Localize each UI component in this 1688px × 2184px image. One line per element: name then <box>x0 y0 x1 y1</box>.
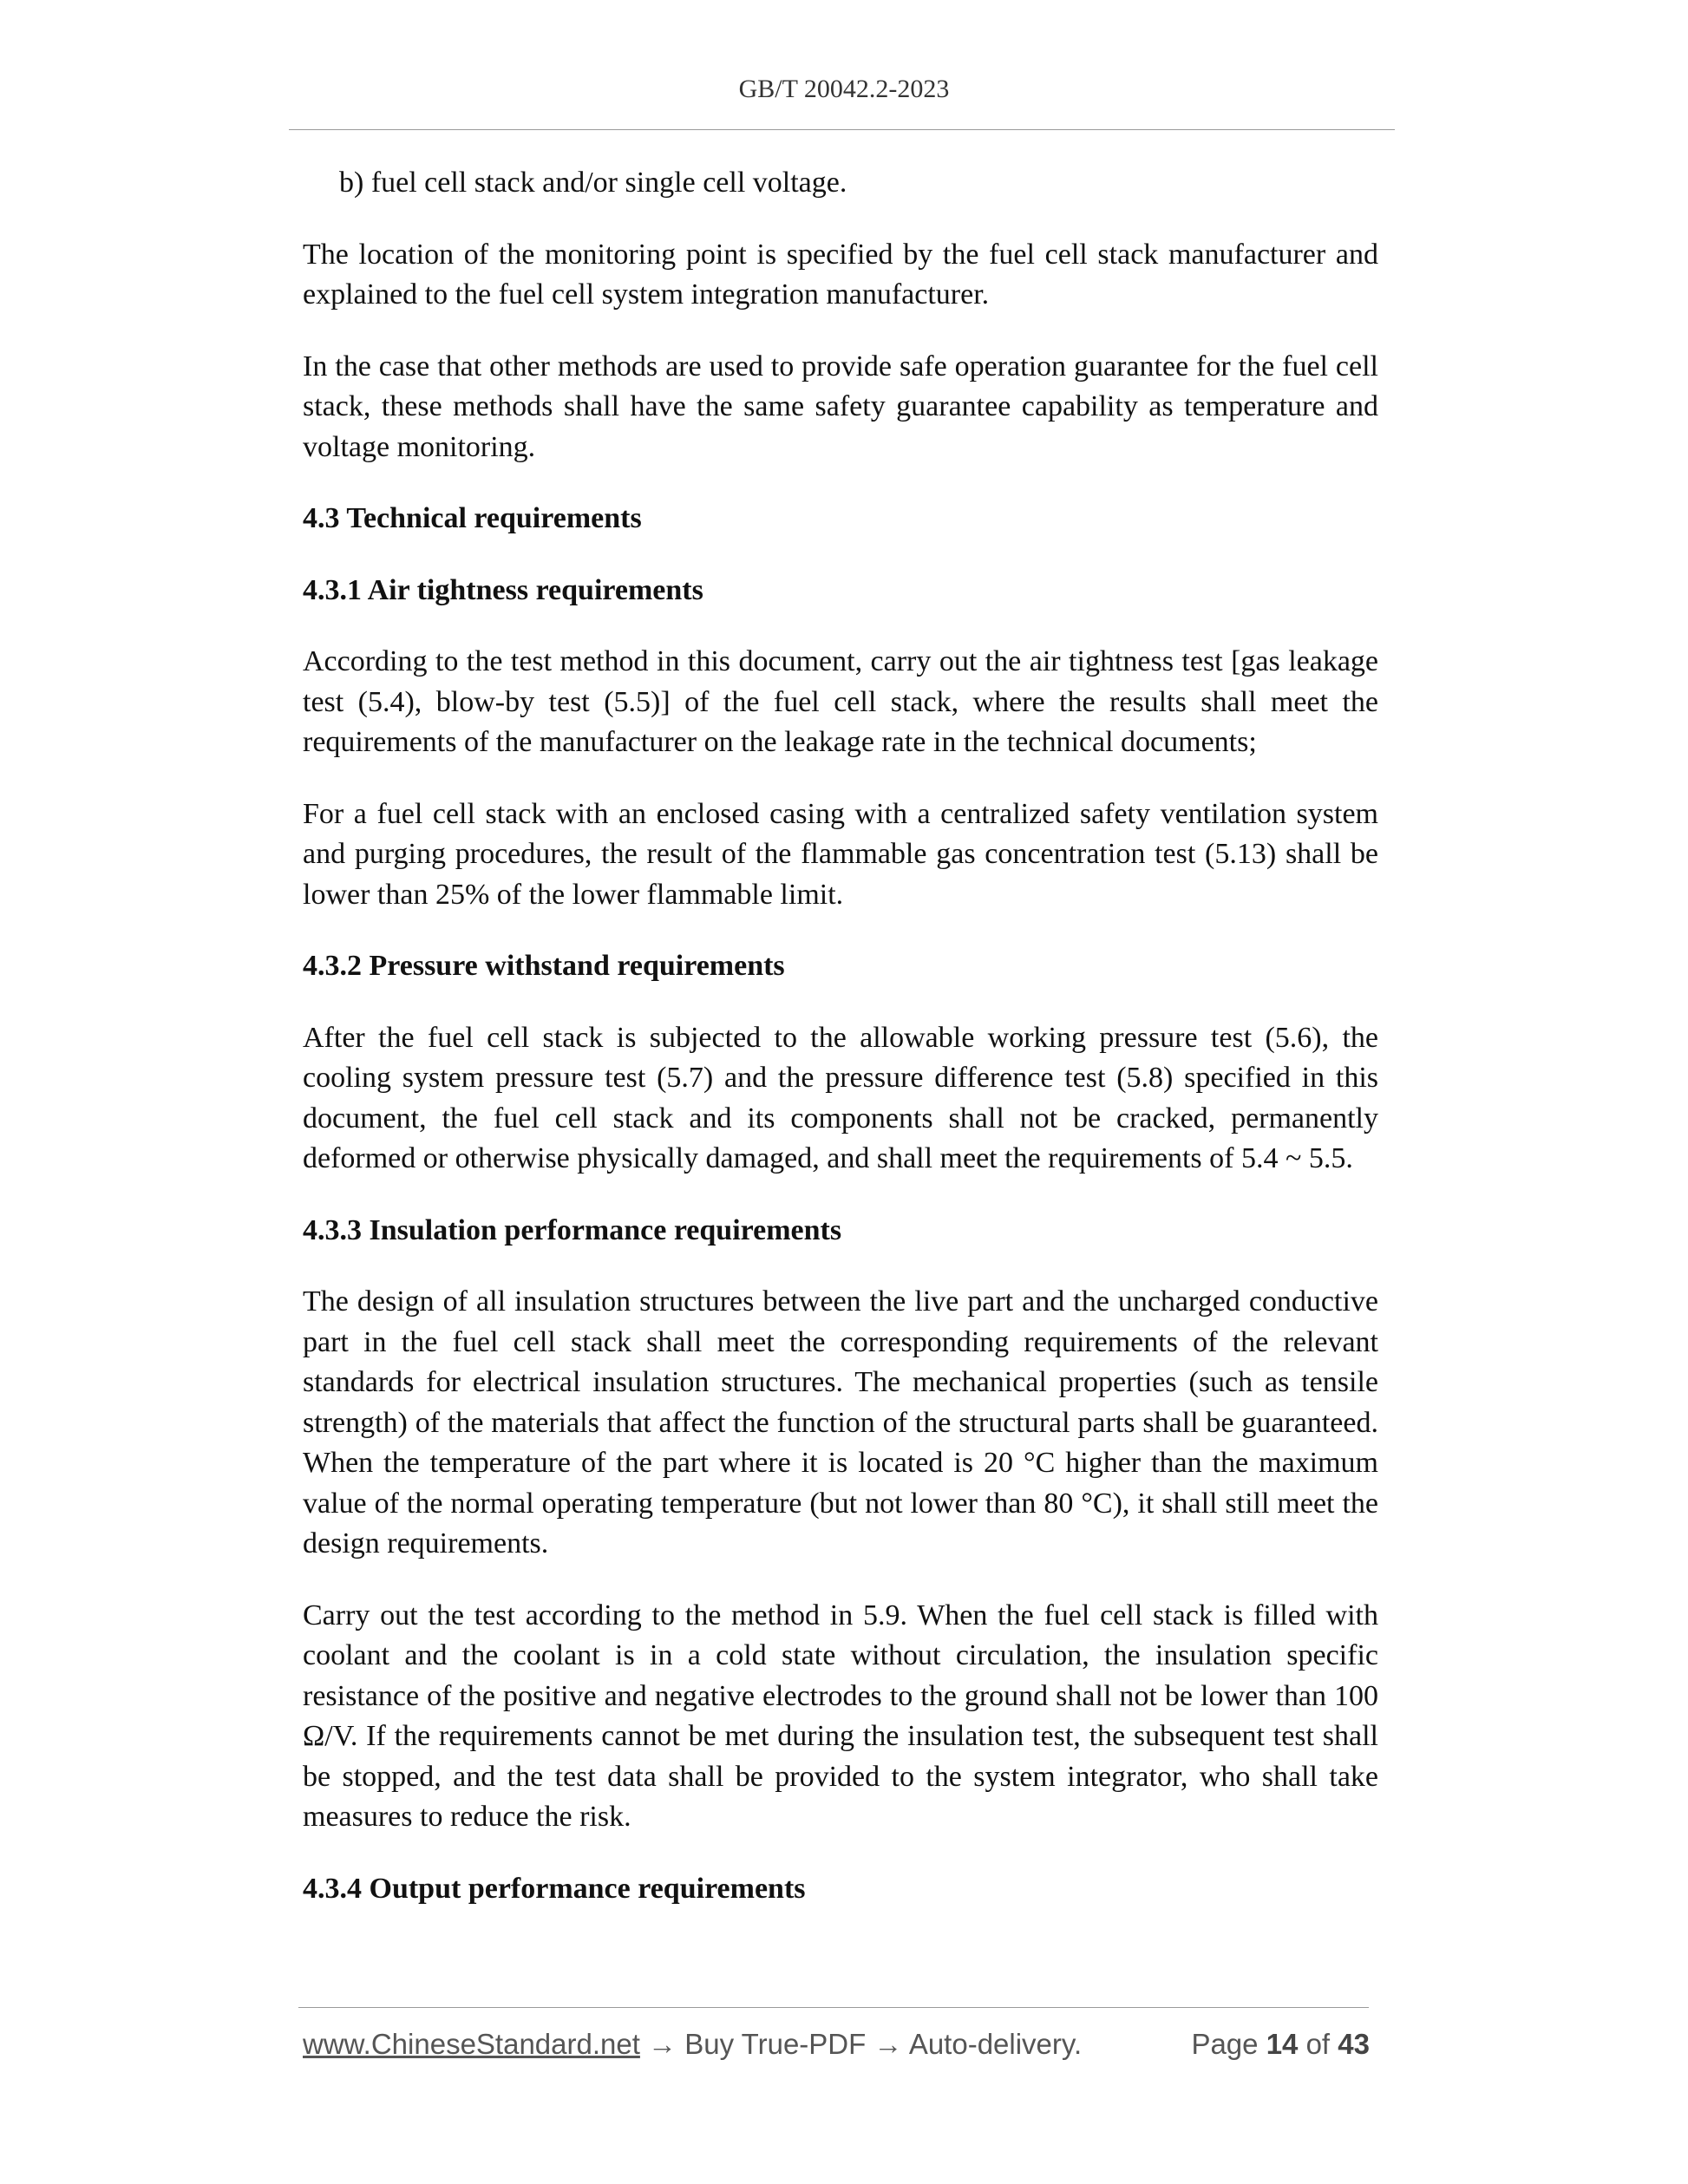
page-label: Page <box>1191 2028 1259 2060</box>
paragraph-pressure-withstand: After the fuel cell stack is subjected to the allowable working pressure test (5.6), the cooling system pressure test (5.7) and the pressure difference test (5.8) specified in this document, the fuel cell stack and its components shall not be cracked, permanently deformed or otherwise physically damaged, and shall meet the requirements of 5.4 ~ 5.5. <box>303 1021 1378 1174</box>
page-header-standard-number: GB/T 20042.2-2023 <box>738 75 950 103</box>
paragraph-air-tightness-test: According to the test method in this document, carry out the air tightness test [gas leakage test (5.4), blow-by test (5.5)] of the fuel cell stack, where the results shall meet the requirements of the manufacturer on the leakage rate in the technical documents; <box>303 645 1378 758</box>
footer-divider <box>298 2007 1369 2008</box>
page-current: 14 <box>1266 2028 1299 2060</box>
page-of-label: of <box>1305 2028 1331 2060</box>
document-body <box>303 163 1378 1940</box>
page-footer <box>303 2028 1370 2066</box>
list-item-b: b) fuel cell stack and/or single cell voltage. <box>339 167 847 199</box>
section-heading-4-3-1: 4.3.1 Air tightness requirements <box>303 573 703 606</box>
footer-promo-text: → Buy True-PDF → Auto-delivery. <box>639 2028 1083 2060</box>
website-link[interactable]: www.ChineseStandard.net <box>303 2028 640 2060</box>
paragraph-enclosed-casing: For a fuel cell stack with an enclosed casing with a centralized safety ventilation system and purging procedures, the result of the flammable gas concentration test (5.13) shall be lower than 25% of the lower flammable limit. <box>303 797 1378 911</box>
section-heading-4-3-3: 4.3.3 Insulation performance requirements <box>303 1213 842 1246</box>
paragraph-insulation-test: Carry out the test according to the method in 5.9. When the fuel cell stack is filled with coolant and the coolant is in a cold state without circulation, the insulation specific resistance of the positive and negative electrodes to the ground shall not be lower than 100 Ω/V. If the requirements cannot be met during the insulation test, the subsequent test shall be stopped, and the test data shall be provided to the system integrator, who shall take measures to reduce the risk. <box>303 1599 1378 1833</box>
section-heading-4-3-2: 4.3.2 Pressure withstand requirements <box>303 950 785 982</box>
header-divider <box>289 129 1395 130</box>
section-heading-4-3: 4.3 Technical requirements <box>303 502 642 534</box>
paragraph-insulation-design: The design of all insulation structures between the live part and the uncharged conductive part in the fuel cell stack shall meet the corresponding requirements of the relevant standards for electrical insulation structures. The mechanical properties (such as tensile strength) of the materials that affect the function of the structural parts shall be guaranteed. When the temperature of the part where it is located is 20 °C higher than the maximum value of the normal operating temperature (but not lower than 80 °C), it shall still meet the design requirements. <box>303 1285 1378 1560</box>
page-number <box>1191 2028 1370 2061</box>
paragraph-monitoring-point: The location of the monitoring point is specified by the fuel cell stack manufacturer and explained to the fuel cell system integration manufacturer. <box>303 238 1378 311</box>
section-heading-4-3-4: 4.3.4 Output performance requirements <box>303 1872 806 1905</box>
footer-promo <box>303 2028 1082 2061</box>
page-total: 43 <box>1338 2028 1370 2060</box>
paragraph-other-methods: In the case that other methods are used to provide safe operation guarantee for the fuel cell stack, these methods shall have the same safety guarantee capability as temperature and voltage monitoring. <box>303 350 1378 463</box>
